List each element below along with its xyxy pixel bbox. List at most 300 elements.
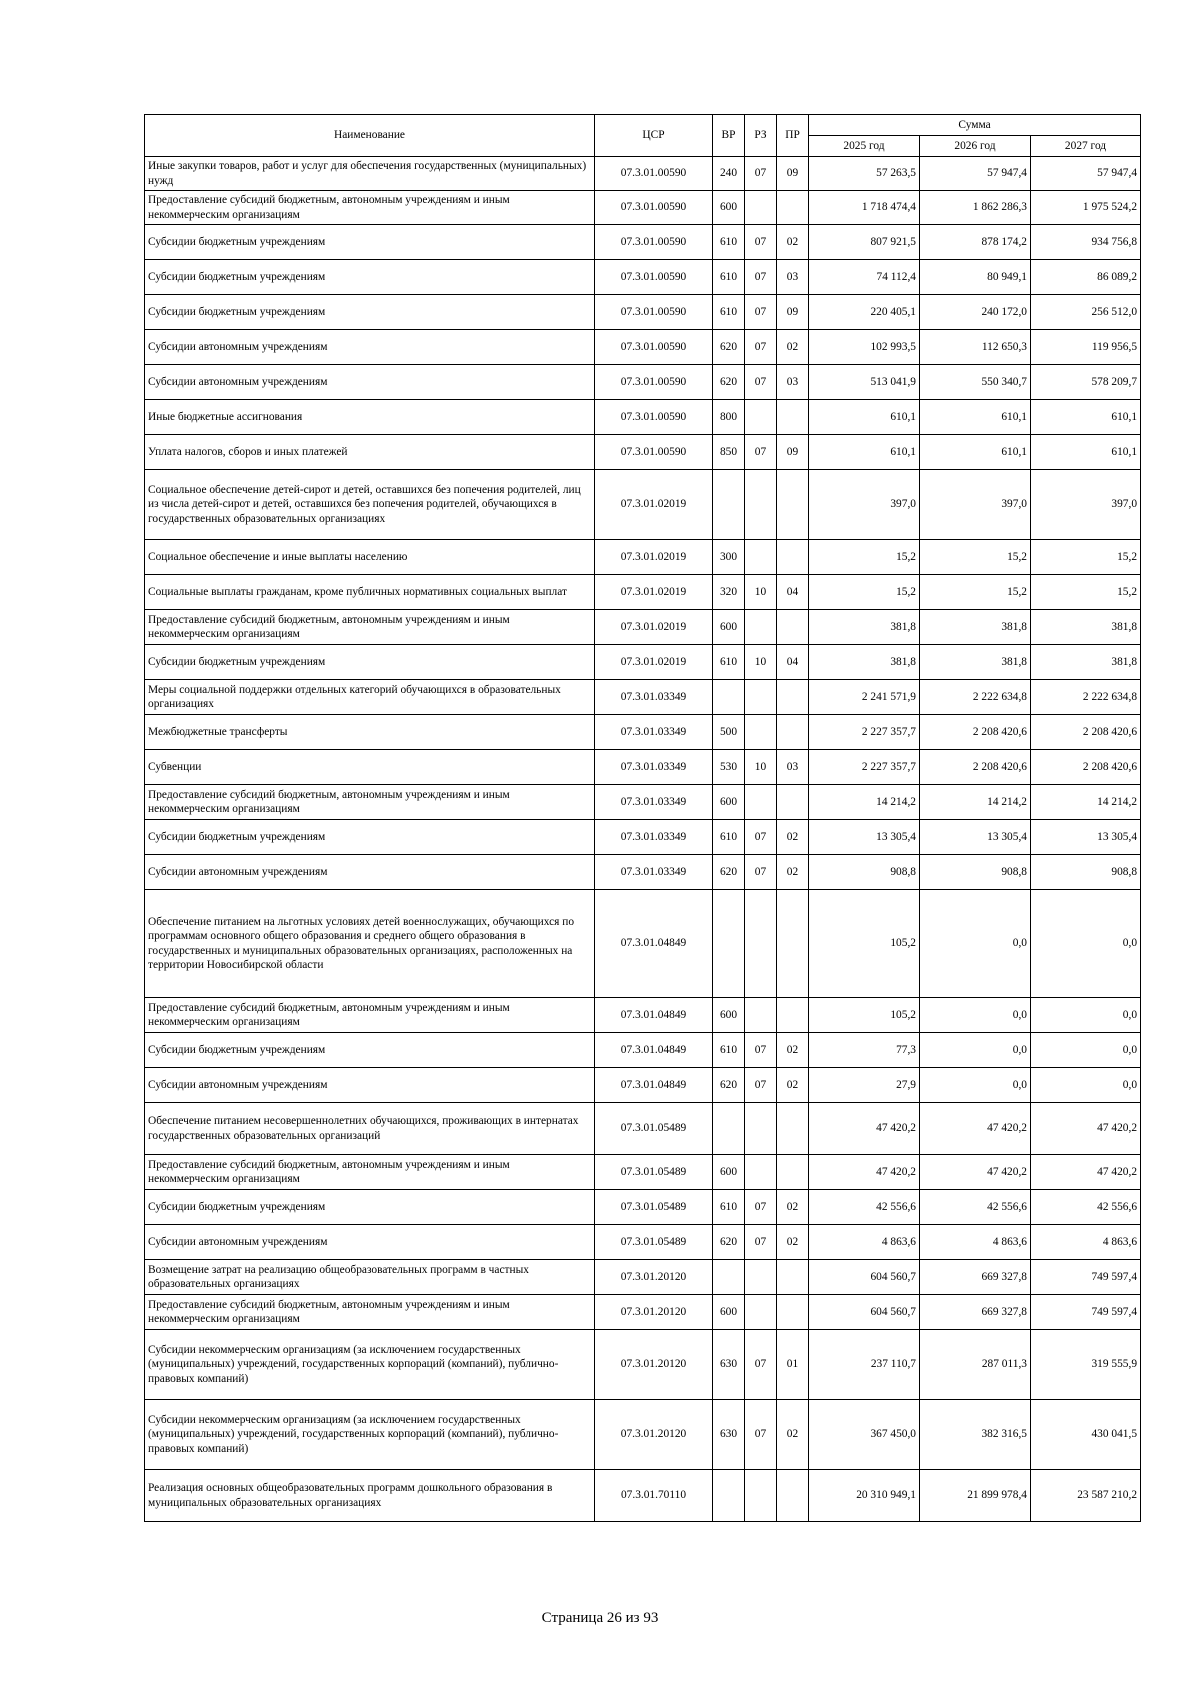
row-csr: 07.3.01.00590: [595, 225, 713, 260]
row-sum-2025: 57 263,5: [809, 157, 920, 191]
row-vr: [713, 1103, 745, 1155]
row-sum-2026: 42 556,6: [920, 1190, 1031, 1225]
table-row: [145, 330, 1141, 365]
row-name: Субвенции: [145, 750, 595, 785]
row-pr: 04: [777, 645, 809, 680]
row-csr: 07.3.01.70110: [595, 1470, 713, 1522]
row-sum-2026: 112 650,3: [920, 330, 1031, 365]
row-vr: 630: [713, 1330, 745, 1400]
row-sum-2025: 610,1: [809, 435, 920, 470]
row-sum-2027: 13 305,4: [1031, 820, 1141, 855]
row-vr: 630: [713, 1400, 745, 1470]
table-row: [145, 645, 1141, 680]
table-row: [145, 295, 1141, 330]
row-name: Субсидии некоммерческим организациям (за исключением государственных (муниципальных) учреждений, государственных корпораций (компаний), публично-правовых компаний): [145, 1400, 595, 1470]
row-vr: 610: [713, 1033, 745, 1068]
row-rz: 07: [745, 1033, 777, 1068]
row-rz: 07: [745, 1068, 777, 1103]
row-csr: 07.3.01.05489: [595, 1225, 713, 1260]
row-pr: [777, 1260, 809, 1295]
table-row: [145, 1033, 1141, 1068]
row-csr: 07.3.01.03349: [595, 715, 713, 750]
row-vr: [713, 470, 745, 540]
row-sum-2025: 2 241 571,9: [809, 680, 920, 715]
row-vr: 610: [713, 645, 745, 680]
header-year-2025: 2025 год: [809, 136, 920, 157]
row-name: Иные закупки товаров, работ и услуг для обеспечения государственных (муниципальных) нужд: [145, 157, 595, 191]
page-number: Страница 26 из 93: [541, 1610, 659, 1626]
row-rz: 07: [745, 855, 777, 890]
row-sum-2026: 908,8: [920, 855, 1031, 890]
row-rz: 07: [745, 225, 777, 260]
table-row: [145, 191, 1141, 225]
row-sum-2027: 86 089,2: [1031, 260, 1141, 295]
row-csr: 07.3.01.20120: [595, 1330, 713, 1400]
row-pr: [777, 890, 809, 998]
header-year-2027: 2027 год: [1031, 136, 1141, 157]
row-sum-2025: 237 110,7: [809, 1330, 920, 1400]
row-sum-2025: 513 041,9: [809, 365, 920, 400]
row-vr: 600: [713, 785, 745, 820]
row-sum-2026: 2 222 634,8: [920, 680, 1031, 715]
row-vr: 600: [713, 1295, 745, 1330]
row-csr: 07.3.01.03349: [595, 785, 713, 820]
row-vr: 620: [713, 855, 745, 890]
header-year-2026: 2026 год: [920, 136, 1031, 157]
row-sum-2027: 23 587 210,2: [1031, 1470, 1141, 1522]
row-csr: 07.3.01.04849: [595, 890, 713, 998]
row-name: Субсидии бюджетным учреждениям: [145, 1190, 595, 1225]
row-sum-2026: 610,1: [920, 435, 1031, 470]
row-sum-2025: 908,8: [809, 855, 920, 890]
row-rz: 07: [745, 1190, 777, 1225]
row-sum-2025: 367 450,0: [809, 1400, 920, 1470]
row-sum-2027: 14 214,2: [1031, 785, 1141, 820]
table-row: [145, 1103, 1141, 1155]
row-sum-2026: 878 174,2: [920, 225, 1031, 260]
row-sum-2027: 908,8: [1031, 855, 1141, 890]
row-name: Обеспечение питанием несовершеннолетних обучающихся, проживающих в интернатах государственных образовательных организаций: [145, 1103, 595, 1155]
row-rz: [745, 1155, 777, 1190]
row-sum-2025: 42 556,6: [809, 1190, 920, 1225]
row-vr: 320: [713, 575, 745, 610]
row-pr: 03: [777, 750, 809, 785]
row-pr: 02: [777, 1068, 809, 1103]
row-vr: 240: [713, 157, 745, 191]
row-name: Субсидии автономным учреждениям: [145, 1068, 595, 1103]
row-sum-2027: 319 555,9: [1031, 1330, 1141, 1400]
row-sum-2025: 15,2: [809, 575, 920, 610]
row-sum-2026: 0,0: [920, 1033, 1031, 1068]
table-row: [145, 715, 1141, 750]
row-sum-2025: 604 560,7: [809, 1295, 920, 1330]
row-name: Предоставление субсидий бюджетным, автономным учреждениям и иным некоммерческим организациям: [145, 998, 595, 1033]
row-pr: 04: [777, 575, 809, 610]
row-name: Предоставление субсидий бюджетным, автономным учреждениям и иным некоммерческим организациям: [145, 191, 595, 225]
table-row: [145, 157, 1141, 191]
row-pr: [777, 470, 809, 540]
row-sum-2027: 578 209,7: [1031, 365, 1141, 400]
row-name: Возмещение затрат на реализацию общеобразовательных программ в частных образовательных организациях: [145, 1260, 595, 1295]
row-pr: [777, 400, 809, 435]
row-csr: 07.3.01.20120: [595, 1295, 713, 1330]
table-row: [145, 785, 1141, 820]
row-vr: 800: [713, 400, 745, 435]
row-sum-2027: 381,8: [1031, 645, 1141, 680]
table-row: [145, 1225, 1141, 1260]
row-name: Субсидии бюджетным учреждениям: [145, 820, 595, 855]
row-rz: 07: [745, 157, 777, 191]
row-sum-2025: 397,0: [809, 470, 920, 540]
row-name: Субсидии автономным учреждениям: [145, 855, 595, 890]
row-pr: [777, 191, 809, 225]
row-rz: [745, 1470, 777, 1522]
row-vr: 600: [713, 610, 745, 645]
row-vr: 300: [713, 540, 745, 575]
row-sum-2026: 15,2: [920, 575, 1031, 610]
row-rz: [745, 1103, 777, 1155]
row-vr: 600: [713, 998, 745, 1033]
row-sum-2026: 2 208 420,6: [920, 715, 1031, 750]
row-name: Субсидии автономным учреждениям: [145, 330, 595, 365]
table-row: [145, 998, 1141, 1033]
row-csr: 07.3.01.00590: [595, 365, 713, 400]
row-sum-2025: 381,8: [809, 610, 920, 645]
row-csr: 07.3.01.05489: [595, 1155, 713, 1190]
row-name: Предоставление субсидий бюджетным, автономным учреждениям и иным некоммерческим организациям: [145, 1155, 595, 1190]
row-sum-2025: 610,1: [809, 400, 920, 435]
row-pr: [777, 1103, 809, 1155]
row-csr: 07.3.01.02019: [595, 470, 713, 540]
row-rz: [745, 785, 777, 820]
table-row: [145, 575, 1141, 610]
row-sum-2025: 1 718 474,4: [809, 191, 920, 225]
row-csr: 07.3.01.00590: [595, 435, 713, 470]
row-name: Предоставление субсидий бюджетным, автономным учреждениям и иным некоммерческим организациям: [145, 1295, 595, 1330]
row-name: Субсидии бюджетным учреждениям: [145, 295, 595, 330]
row-rz: 07: [745, 435, 777, 470]
table-row: [145, 1470, 1141, 1522]
table-row: [145, 260, 1141, 295]
row-sum-2027: 42 556,6: [1031, 1190, 1141, 1225]
row-rz: [745, 998, 777, 1033]
row-sum-2026: 14 214,2: [920, 785, 1031, 820]
row-sum-2027: 1 975 524,2: [1031, 191, 1141, 225]
row-sum-2025: 20 310 949,1: [809, 1470, 920, 1522]
row-name: Предоставление субсидий бюджетным, автономным учреждениям и иным некоммерческим организациям: [145, 785, 595, 820]
row-vr: 600: [713, 191, 745, 225]
row-vr: 530: [713, 750, 745, 785]
row-csr: 07.3.01.20120: [595, 1400, 713, 1470]
row-sum-2026: 381,8: [920, 610, 1031, 645]
row-sum-2026: 669 327,8: [920, 1260, 1031, 1295]
row-name: Меры социальной поддержки отдельных категорий обучающихся в образовательных организациях: [145, 680, 595, 715]
row-rz: [745, 715, 777, 750]
row-csr: 07.3.01.00590: [595, 191, 713, 225]
row-pr: 09: [777, 435, 809, 470]
table-row: [145, 855, 1141, 890]
row-rz: 07: [745, 365, 777, 400]
row-sum-2027: 2 222 634,8: [1031, 680, 1141, 715]
row-sum-2027: 0,0: [1031, 1033, 1141, 1068]
row-sum-2025: 27,9: [809, 1068, 920, 1103]
row-rz: 07: [745, 820, 777, 855]
row-sum-2027: 749 597,4: [1031, 1260, 1141, 1295]
row-rz: 07: [745, 295, 777, 330]
row-sum-2025: 105,2: [809, 890, 920, 998]
row-sum-2027: 57 947,4: [1031, 157, 1141, 191]
table-row: [145, 750, 1141, 785]
row-vr: 610: [713, 295, 745, 330]
row-pr: 02: [777, 1400, 809, 1470]
row-rz: [745, 540, 777, 575]
row-pr: 02: [777, 1033, 809, 1068]
table-row: [145, 365, 1141, 400]
table-row: [145, 1190, 1141, 1225]
row-sum-2027: 2 208 420,6: [1031, 750, 1141, 785]
row-rz: [745, 1260, 777, 1295]
row-sum-2027: 381,8: [1031, 610, 1141, 645]
row-csr: 07.3.01.00590: [595, 295, 713, 330]
row-csr: 07.3.01.02019: [595, 610, 713, 645]
row-sum-2027: 15,2: [1031, 575, 1141, 610]
row-sum-2026: 57 947,4: [920, 157, 1031, 191]
row-csr: 07.3.01.03349: [595, 680, 713, 715]
row-pr: 02: [777, 820, 809, 855]
row-sum-2025: 4 863,6: [809, 1225, 920, 1260]
row-pr: [777, 998, 809, 1033]
row-vr: [713, 1470, 745, 1522]
row-csr: 07.3.01.00590: [595, 260, 713, 295]
row-sum-2027: 47 420,2: [1031, 1103, 1141, 1155]
row-name: Реализация основных общеобразовательных программ дошкольного образования в муниципальных образовательных организациях: [145, 1470, 595, 1522]
row-sum-2027: 934 756,8: [1031, 225, 1141, 260]
row-rz: 07: [745, 330, 777, 365]
row-csr: 07.3.01.00590: [595, 330, 713, 365]
row-name: Обеспечение питанием на льготных условиях детей военнослужащих, обучающихся по программам основного общего образования и среднего общего образования в государственных и муниципальных образовательных организациях, расположенных на территории Новосибирской области: [145, 890, 595, 998]
row-sum-2026: 13 305,4: [920, 820, 1031, 855]
row-sum-2025: 604 560,7: [809, 1260, 920, 1295]
row-csr: 07.3.01.04849: [595, 1033, 713, 1068]
row-rz: 10: [745, 750, 777, 785]
table-row: [145, 400, 1141, 435]
row-vr: 500: [713, 715, 745, 750]
row-name: Уплата налогов, сборов и иных платежей: [145, 435, 595, 470]
row-pr: 02: [777, 1225, 809, 1260]
row-csr: 07.3.01.04849: [595, 1068, 713, 1103]
row-sum-2027: 256 512,0: [1031, 295, 1141, 330]
row-vr: [713, 890, 745, 998]
row-sum-2026: 80 949,1: [920, 260, 1031, 295]
row-vr: 610: [713, 225, 745, 260]
row-name: Социальное обеспечение детей-сирот и детей, оставшихся без попечения родителей, лиц из числа детей-сирот и детей, оставшихся без попечения родителей, обучающихся в государственных образовательных организациях: [145, 470, 595, 540]
row-sum-2026: 287 011,3: [920, 1330, 1031, 1400]
row-pr: [777, 1470, 809, 1522]
header-vr: ВР: [713, 115, 745, 157]
row-rz: 07: [745, 260, 777, 295]
row-pr: [777, 680, 809, 715]
row-csr: 07.3.01.20120: [595, 1260, 713, 1295]
table-row: [145, 1068, 1141, 1103]
header-csr: ЦСР: [595, 115, 713, 157]
row-sum-2026: 382 316,5: [920, 1400, 1031, 1470]
table-row: [145, 1260, 1141, 1295]
row-csr: 07.3.01.05489: [595, 1190, 713, 1225]
row-rz: 10: [745, 575, 777, 610]
table-body: [145, 157, 1141, 1522]
row-sum-2025: 13 305,4: [809, 820, 920, 855]
row-vr: 620: [713, 330, 745, 365]
row-pr: 03: [777, 260, 809, 295]
row-pr: 09: [777, 157, 809, 191]
row-sum-2027: 397,0: [1031, 470, 1141, 540]
row-pr: 01: [777, 1330, 809, 1400]
table-row: [145, 820, 1141, 855]
row-sum-2025: 77,3: [809, 1033, 920, 1068]
row-rz: [745, 191, 777, 225]
row-sum-2026: 0,0: [920, 998, 1031, 1033]
row-sum-2027: 610,1: [1031, 400, 1141, 435]
row-sum-2025: 220 405,1: [809, 295, 920, 330]
row-csr: 07.3.01.03349: [595, 820, 713, 855]
row-rz: [745, 890, 777, 998]
row-name: Субсидии автономным учреждениям: [145, 1225, 595, 1260]
row-csr: 07.3.01.02019: [595, 575, 713, 610]
row-sum-2026: 47 420,2: [920, 1155, 1031, 1190]
row-csr: 07.3.01.03349: [595, 855, 713, 890]
row-vr: 850: [713, 435, 745, 470]
row-vr: 620: [713, 365, 745, 400]
row-sum-2025: 807 921,5: [809, 225, 920, 260]
table-header: [145, 115, 1141, 157]
row-sum-2025: 2 227 357,7: [809, 750, 920, 785]
row-vr: 600: [713, 1155, 745, 1190]
row-rz: [745, 400, 777, 435]
row-rz: 07: [745, 1400, 777, 1470]
table-row: [145, 890, 1141, 998]
row-name: Субсидии бюджетным учреждениям: [145, 1033, 595, 1068]
row-name: Субсидии бюджетным учреждениям: [145, 260, 595, 295]
row-sum-2026: 610,1: [920, 400, 1031, 435]
row-sum-2026: 240 172,0: [920, 295, 1031, 330]
row-sum-2027: 430 041,5: [1031, 1400, 1141, 1470]
row-pr: 03: [777, 365, 809, 400]
row-vr: 610: [713, 820, 745, 855]
row-rz: 10: [745, 645, 777, 680]
row-pr: [777, 715, 809, 750]
row-pr: 02: [777, 225, 809, 260]
row-csr: 07.3.01.05489: [595, 1103, 713, 1155]
row-sum-2025: 14 214,2: [809, 785, 920, 820]
row-sum-2027: 47 420,2: [1031, 1155, 1141, 1190]
row-pr: [777, 1155, 809, 1190]
row-csr: 07.3.01.02019: [595, 540, 713, 575]
row-pr: [777, 540, 809, 575]
row-sum-2026: 0,0: [920, 1068, 1031, 1103]
table-row: [145, 1400, 1141, 1470]
row-sum-2026: 47 420,2: [920, 1103, 1031, 1155]
row-name: Социальное обеспечение и иные выплаты населению: [145, 540, 595, 575]
row-pr: [777, 1295, 809, 1330]
row-sum-2026: 0,0: [920, 890, 1031, 998]
header-pr: ПР: [777, 115, 809, 157]
row-pr: [777, 785, 809, 820]
table-row: [145, 1330, 1141, 1400]
row-sum-2027: 15,2: [1031, 540, 1141, 575]
row-vr: 620: [713, 1068, 745, 1103]
row-sum-2027: 0,0: [1031, 998, 1141, 1033]
row-sum-2025: 381,8: [809, 645, 920, 680]
row-rz: 07: [745, 1330, 777, 1400]
table-row: [145, 540, 1141, 575]
row-pr: 02: [777, 855, 809, 890]
row-sum-2026: 21 899 978,4: [920, 1470, 1031, 1522]
table-row: [145, 470, 1141, 540]
row-pr: 02: [777, 1190, 809, 1225]
row-sum-2025: 47 420,2: [809, 1155, 920, 1190]
row-vr: 610: [713, 260, 745, 295]
header-sum: Сумма: [809, 115, 1141, 136]
row-sum-2026: 397,0: [920, 470, 1031, 540]
header-name: Наименование: [145, 115, 595, 157]
row-sum-2025: 2 227 357,7: [809, 715, 920, 750]
row-vr: 610: [713, 1190, 745, 1225]
row-name: Межбюджетные трансферты: [145, 715, 595, 750]
row-csr: 07.3.01.04849: [595, 998, 713, 1033]
row-name: Социальные выплаты гражданам, кроме публичных нормативных социальных выплат: [145, 575, 595, 610]
row-sum-2026: 4 863,6: [920, 1225, 1031, 1260]
row-sum-2025: 47 420,2: [809, 1103, 920, 1155]
row-csr: 07.3.01.00590: [595, 157, 713, 191]
table-row: [145, 680, 1141, 715]
row-rz: [745, 470, 777, 540]
row-rz: [745, 1295, 777, 1330]
row-sum-2025: 15,2: [809, 540, 920, 575]
table-row: [145, 225, 1141, 260]
row-rz: 07: [745, 1225, 777, 1260]
row-sum-2027: 119 956,5: [1031, 330, 1141, 365]
budget-table: [144, 114, 1141, 1522]
table-row: [145, 1155, 1141, 1190]
table-row: [145, 435, 1141, 470]
row-sum-2026: 381,8: [920, 645, 1031, 680]
row-name: Субсидии некоммерческим организациям (за исключением государственных (муниципальных) учреждений, государственных корпораций (компаний), публично-правовых компаний): [145, 1330, 595, 1400]
row-name: Субсидии бюджетным учреждениям: [145, 645, 595, 680]
row-sum-2027: 610,1: [1031, 435, 1141, 470]
row-sum-2027: 2 208 420,6: [1031, 715, 1141, 750]
header-rz: РЗ: [745, 115, 777, 157]
row-sum-2026: 550 340,7: [920, 365, 1031, 400]
row-sum-2026: 2 208 420,6: [920, 750, 1031, 785]
row-name: Субсидии автономным учреждениям: [145, 365, 595, 400]
row-sum-2025: 102 993,5: [809, 330, 920, 365]
row-sum-2027: 4 863,6: [1031, 1225, 1141, 1260]
row-name: Субсидии бюджетным учреждениям: [145, 225, 595, 260]
row-pr: [777, 610, 809, 645]
row-name: Предоставление субсидий бюджетным, автономным учреждениям и иным некоммерческим организациям: [145, 610, 595, 645]
row-vr: [713, 1260, 745, 1295]
row-sum-2026: 1 862 286,3: [920, 191, 1031, 225]
row-vr: [713, 680, 745, 715]
row-sum-2027: 749 597,4: [1031, 1295, 1141, 1330]
row-sum-2027: 0,0: [1031, 1068, 1141, 1103]
row-sum-2025: 105,2: [809, 998, 920, 1033]
row-sum-2027: 0,0: [1031, 890, 1141, 998]
table-row: [145, 1295, 1141, 1330]
row-pr: 02: [777, 330, 809, 365]
row-rz: [745, 680, 777, 715]
row-pr: 09: [777, 295, 809, 330]
